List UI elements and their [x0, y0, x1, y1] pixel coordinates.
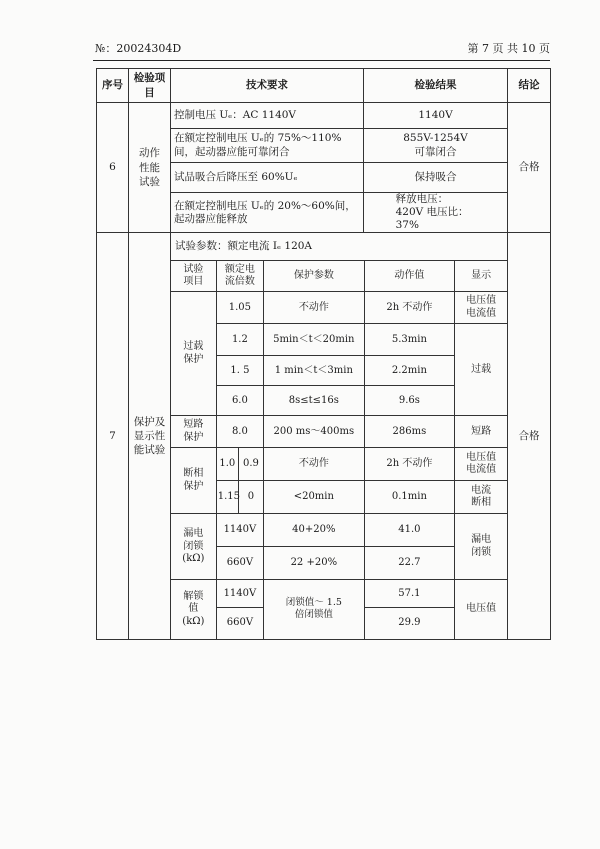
sub-col-action: 动作值 [364, 261, 455, 292]
row6-req-3: 试品吸合后降压至 60%Uₑ [171, 163, 364, 193]
table-row [97, 233, 551, 640]
col-result: 检验结果 [364, 69, 508, 103]
table-row [171, 292, 507, 324]
leak-value-1: 41.0 [364, 514, 455, 547]
phase-value-2: 0.1min [364, 481, 455, 514]
row6-res-2: 855V-1254V 可靠闭合 [364, 129, 508, 163]
overload-mult-2: 1.2 [216, 324, 263, 356]
phase-value-1: 2h 不动作 [364, 448, 455, 481]
sub-header-row [171, 261, 507, 292]
row7-seq: 7 [97, 233, 129, 640]
table-row [171, 580, 507, 608]
table-row [171, 416, 507, 448]
leak-label: 漏电闭锁 (kΩ) [171, 514, 216, 580]
table-header-row [97, 69, 551, 103]
overload-value-1: 2h 不动作 [364, 292, 455, 324]
col-seq: 序号 [97, 69, 129, 103]
sub-col-multiple: 额定电流倍数 [216, 261, 263, 292]
row6-req-4: 在额定控制电压 Uₑ的 20%～60%间，起动器应能释放 [171, 193, 364, 233]
leak-volt-1: 1140V [216, 514, 263, 547]
col-requirement: 技术要求 [171, 69, 364, 103]
unlock-value-2: 29.9 [364, 608, 455, 639]
page-indicator: 第 7 页 共 10 页 [467, 42, 550, 55]
short-display: 短路 [455, 416, 507, 448]
phase-param-2: <20min [264, 481, 365, 514]
phase-label: 断相保护 [171, 448, 216, 514]
short-param: 200 ms～400ms [264, 416, 365, 448]
leak-param-1: 40+20% [264, 514, 365, 547]
row6-res-4: 释放电压：420V 电压比：37% [364, 193, 508, 233]
row6-res-3: 保持吸合 [364, 163, 508, 193]
leak-display: 漏电闭锁 [455, 514, 507, 580]
row6-res-1: 1140V [364, 103, 508, 129]
phase-m2-2: 0 [238, 481, 263, 514]
document-number: №：20024304D [95, 42, 182, 55]
row6-seq: 6 [97, 103, 129, 233]
phase-display-1: 电压值 电流值 [455, 448, 507, 481]
overload-value-4: 9.6s [364, 386, 455, 416]
unlock-value-1: 57.1 [364, 580, 455, 608]
leak-value-2: 22.7 [364, 547, 455, 580]
unlock-display: 电压值 [455, 580, 507, 639]
row6-req-1: 控制电压 Uₑ：AC 1140V [171, 103, 364, 129]
table-row [97, 103, 551, 129]
overload-value-3: 2.2min [364, 356, 455, 386]
phase-m1-2: 1.15 [216, 481, 238, 514]
overload-param-4: 8s≤t≤16s [264, 386, 365, 416]
overload-param-3: 1 min＜t＜3min [264, 356, 365, 386]
leak-volt-2: 660V [216, 547, 263, 580]
table-row [171, 481, 507, 514]
sub-col-item: 试验项目 [171, 261, 216, 292]
row7-conclusion: 合格 [508, 233, 551, 640]
unlock-param: 闭锁值～ 1.5 倍闭锁值 [264, 580, 365, 639]
unlock-volt-2: 660V [216, 608, 263, 639]
row6-req-2: 在额定控制电压 Uₑ的 75%～110%间，起动器应能可靠闭合 [171, 129, 364, 163]
overload-value-2: 5.3min [364, 324, 455, 356]
row7-params: 试验参数：额定电流 Iₑ 120A [175, 240, 313, 253]
overload-mult-3: 1. 5 [216, 356, 263, 386]
table-row [171, 448, 507, 481]
overload-param-1: 不动作 [264, 292, 365, 324]
unlock-volt-1: 1140V [216, 580, 263, 608]
leak-param-2: 22 +20% [264, 547, 365, 580]
row7-item: 保护及显示性能试验 [129, 233, 171, 640]
overload-display-rest: 过载 [455, 324, 507, 416]
overload-mult-1: 1.05 [216, 292, 263, 324]
sub-col-display: 显示 [455, 261, 507, 292]
sub-col-protection: 保护参数 [264, 261, 365, 292]
short-label: 短路保护 [171, 416, 216, 448]
unlock-label: 解锁值 (kΩ) [171, 580, 216, 639]
phase-m2-1: 0.9 [238, 448, 263, 481]
row7-detail [171, 233, 508, 640]
overload-param-2: 5min＜t＜20min [264, 324, 365, 356]
overload-mult-4: 6.0 [216, 386, 263, 416]
phase-m1-1: 1.0 [216, 448, 238, 481]
col-item: 检验项目 [129, 69, 171, 103]
row6-item: 动作性能试验 [129, 103, 171, 233]
phase-display-2: 电流断相 [455, 481, 507, 514]
table-row [171, 514, 507, 547]
row6-conclusion: 合格 [508, 103, 551, 233]
short-mult: 8.0 [216, 416, 263, 448]
protection-subtable [171, 260, 507, 639]
overload-label: 过载保护 [171, 292, 216, 416]
phase-param-1: 不动作 [264, 448, 365, 481]
table-row [171, 324, 507, 356]
overload-display-1: 电压值 电流值 [455, 292, 507, 324]
col-conclusion: 结论 [508, 69, 551, 103]
short-value: 286ms [364, 416, 455, 448]
header-divider [93, 60, 550, 61]
inspection-table [96, 68, 551, 640]
